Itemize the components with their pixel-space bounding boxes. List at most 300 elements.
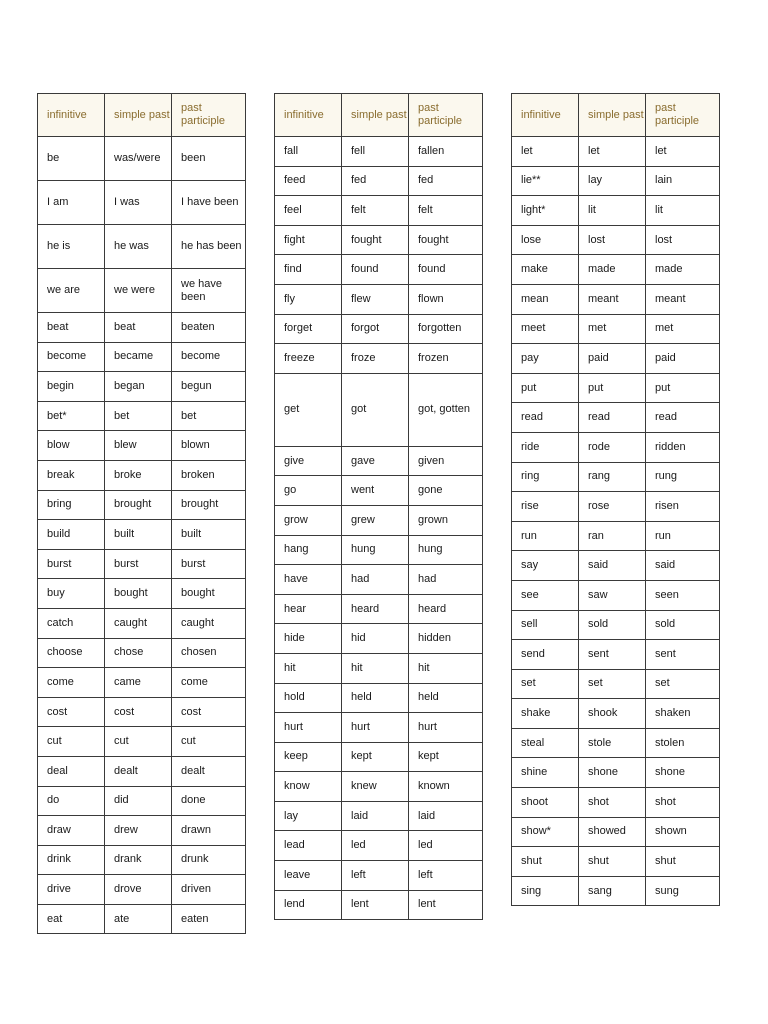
infinitive-cell: make xyxy=(512,255,579,285)
table-row xyxy=(275,196,483,226)
past-participle-cell: frozen xyxy=(409,344,483,374)
table-row xyxy=(275,742,483,772)
past-participle-cell: hit xyxy=(409,653,483,683)
past-participle-cell: dealt xyxy=(172,756,246,786)
simple-past-cell: showed xyxy=(579,817,646,847)
table-row xyxy=(512,137,720,167)
past-participle-cell: begun xyxy=(172,372,246,402)
table-row xyxy=(38,269,246,313)
infinitive-cell: feed xyxy=(275,166,342,196)
simple-past-cell: kept xyxy=(342,742,409,772)
verb-table-2 xyxy=(274,93,483,920)
past-participle-cell: fallen xyxy=(409,137,483,167)
simple-past-cell: bet xyxy=(105,401,172,431)
past-participle-cell: lent xyxy=(409,890,483,920)
table-row xyxy=(38,756,246,786)
infinitive-cell: keep xyxy=(275,742,342,772)
past-participle-cell: lit xyxy=(646,196,720,226)
past-participle-cell: paid xyxy=(646,344,720,374)
infinitive-cell: set xyxy=(512,669,579,699)
past-participle-cell: hung xyxy=(409,535,483,565)
past-participle-cell: done xyxy=(172,786,246,816)
table-row xyxy=(512,225,720,255)
table-row xyxy=(38,579,246,609)
table-row xyxy=(38,181,246,225)
infinitive-cell: leave xyxy=(275,861,342,891)
past-participle-cell: shown xyxy=(646,817,720,847)
past-participle-cell: shone xyxy=(646,758,720,788)
table-row xyxy=(38,697,246,727)
header-row xyxy=(512,94,720,137)
past-participle-cell: kept xyxy=(409,742,483,772)
simple-past-cell: rang xyxy=(579,462,646,492)
past-participle-cell: been xyxy=(172,137,246,181)
past-participle-cell: lost xyxy=(646,225,720,255)
simple-past-cell: lost xyxy=(579,225,646,255)
table-row xyxy=(512,758,720,788)
infinitive-cell: shut xyxy=(512,847,579,877)
simple-past-cell: led xyxy=(342,831,409,861)
infinitive-cell: lend xyxy=(275,890,342,920)
simple-past-cell: rode xyxy=(579,432,646,462)
infinitive-cell: bring xyxy=(38,490,105,520)
past-participle-cell: stolen xyxy=(646,728,720,758)
infinitive-cell: catch xyxy=(38,608,105,638)
past-participle-cell: hurt xyxy=(409,713,483,743)
infinitive-cell: be xyxy=(38,137,105,181)
past-participle-cell: run xyxy=(646,521,720,551)
past-participle-cell: set xyxy=(646,669,720,699)
past-participle-cell: beaten xyxy=(172,313,246,343)
past-participle-cell: let xyxy=(646,137,720,167)
table-row xyxy=(38,431,246,461)
table-row xyxy=(275,137,483,167)
past-participle-cell: drunk xyxy=(172,845,246,875)
past-participle-cell: I have been xyxy=(172,181,246,225)
simple-past-cell: became xyxy=(105,342,172,372)
table-row xyxy=(38,727,246,757)
table-row xyxy=(512,669,720,699)
past-participle-cell: got, gotten xyxy=(409,373,483,446)
simple-past-cell: made xyxy=(579,255,646,285)
simple-past-cell: brought xyxy=(105,490,172,520)
simple-past-cell: drove xyxy=(105,875,172,905)
infinitive-cell: fight xyxy=(275,225,342,255)
simple-past-cell: shot xyxy=(579,788,646,818)
past-participle-cell: bought xyxy=(172,579,246,609)
infinitive-cell: lose xyxy=(512,225,579,255)
infinitive-cell: go xyxy=(275,476,342,506)
past-participle-cell: fought xyxy=(409,225,483,255)
simple-past-cell: lit xyxy=(579,196,646,226)
simple-past-cell: shook xyxy=(579,699,646,729)
infinitive-cell: burst xyxy=(38,549,105,579)
past-participle-cell: said xyxy=(646,551,720,581)
table-row xyxy=(275,594,483,624)
table-row xyxy=(38,460,246,490)
table-row xyxy=(512,432,720,462)
simple-past-cell: shone xyxy=(579,758,646,788)
simple-past-cell: dealt xyxy=(105,756,172,786)
infinitive-cell: sing xyxy=(512,876,579,906)
past-participle-cell: eaten xyxy=(172,904,246,934)
infinitive-cell: shake xyxy=(512,699,579,729)
infinitive-cell: I am xyxy=(38,181,105,225)
infinitive-cell: we are xyxy=(38,269,105,313)
past-participle-cell: found xyxy=(409,255,483,285)
table-row xyxy=(38,372,246,402)
infinitive-cell: send xyxy=(512,640,579,670)
table-row xyxy=(512,492,720,522)
simple-past-cell: cut xyxy=(105,727,172,757)
infinitive-cell: read xyxy=(512,403,579,433)
simple-past-cell: ate xyxy=(105,904,172,934)
infinitive-cell: become xyxy=(38,342,105,372)
past-participle-cell: risen xyxy=(646,492,720,522)
simple-past-cell: found xyxy=(342,255,409,285)
table-row xyxy=(275,344,483,374)
past-participle-cell: drawn xyxy=(172,816,246,846)
past-participle-cell: sent xyxy=(646,640,720,670)
simple-past-cell: sang xyxy=(579,876,646,906)
header-row xyxy=(275,94,483,137)
table-row xyxy=(512,344,720,374)
infinitive-cell: find xyxy=(275,255,342,285)
simple-past-cell: hit xyxy=(342,653,409,683)
past-participle-cell: gone xyxy=(409,476,483,506)
simple-past-cell: had xyxy=(342,565,409,595)
table-row xyxy=(275,683,483,713)
table-row xyxy=(38,401,246,431)
infinitive-cell: hold xyxy=(275,683,342,713)
infinitive-cell: fly xyxy=(275,284,342,314)
table-row xyxy=(38,549,246,579)
infinitive-cell: begin xyxy=(38,372,105,402)
infinitive-cell: choose xyxy=(38,638,105,668)
infinitive-cell: come xyxy=(38,668,105,698)
infinitive-cell: lay xyxy=(275,801,342,831)
simple-past-cell: knew xyxy=(342,772,409,802)
simple-past-cell: built xyxy=(105,520,172,550)
infinitive-cell: shoot xyxy=(512,788,579,818)
infinitive-cell: know xyxy=(275,772,342,802)
infinitive-cell: hit xyxy=(275,653,342,683)
simple-past-cell: drew xyxy=(105,816,172,846)
past-participle-cell: sold xyxy=(646,610,720,640)
simple-past-cell: hid xyxy=(342,624,409,654)
simple-past-cell: rose xyxy=(579,492,646,522)
simple-past-cell: felt xyxy=(342,196,409,226)
infinitive-cell: put xyxy=(512,373,579,403)
past-participle-cell: brought xyxy=(172,490,246,520)
simple-past-cell: ran xyxy=(579,521,646,551)
table-row xyxy=(275,624,483,654)
simple-past-cell: beat xyxy=(105,313,172,343)
past-participle-cell: hidden xyxy=(409,624,483,654)
past-participle-cell: driven xyxy=(172,875,246,905)
infinitive-cell: see xyxy=(512,580,579,610)
simple-past-cell: read xyxy=(579,403,646,433)
table-row xyxy=(38,875,246,905)
table-row xyxy=(38,313,246,343)
infinitive-cell: steal xyxy=(512,728,579,758)
simple-past-cell: gave xyxy=(342,446,409,476)
infinitive-cell: hide xyxy=(275,624,342,654)
infinitive-cell: forget xyxy=(275,314,342,344)
table-row xyxy=(275,535,483,565)
table-row xyxy=(512,373,720,403)
simple-past-cell: we were xyxy=(105,269,172,313)
past-participle-cell: heard xyxy=(409,594,483,624)
simple-past-cell: heard xyxy=(342,594,409,624)
infinitive-cell: mean xyxy=(512,284,579,314)
simple-past-cell: blew xyxy=(105,431,172,461)
past-participle-cell: grown xyxy=(409,505,483,535)
infinitive-cell: blow xyxy=(38,431,105,461)
past-participle-cell: made xyxy=(646,255,720,285)
table-row xyxy=(38,490,246,520)
table-row xyxy=(512,255,720,285)
table-row xyxy=(512,166,720,196)
header-simple-past: simple past xyxy=(105,94,172,137)
table-row xyxy=(512,521,720,551)
simple-past-cell: sold xyxy=(579,610,646,640)
past-participle-cell: bet xyxy=(172,401,246,431)
infinitive-cell: say xyxy=(512,551,579,581)
table-row xyxy=(512,462,720,492)
infinitive-cell: sell xyxy=(512,610,579,640)
infinitive-cell: get xyxy=(275,373,342,446)
past-participle-cell: blown xyxy=(172,431,246,461)
simple-past-cell: went xyxy=(342,476,409,506)
infinitive-cell: drink xyxy=(38,845,105,875)
past-participle-cell: met xyxy=(646,314,720,344)
past-participle-cell: read xyxy=(646,403,720,433)
simple-past-cell: froze xyxy=(342,344,409,374)
header-infinitive: infinitive xyxy=(512,94,579,137)
past-participle-cell: laid xyxy=(409,801,483,831)
table-row xyxy=(38,137,246,181)
infinitive-cell: lead xyxy=(275,831,342,861)
past-participle-cell: become xyxy=(172,342,246,372)
verb-table-3 xyxy=(511,93,720,906)
simple-past-cell: drank xyxy=(105,845,172,875)
simple-past-cell: broke xyxy=(105,460,172,490)
table-row xyxy=(275,446,483,476)
past-participle-cell: we have been xyxy=(172,269,246,313)
table-row xyxy=(275,476,483,506)
table-row xyxy=(512,551,720,581)
past-participle-cell: given xyxy=(409,446,483,476)
past-participle-cell: chosen xyxy=(172,638,246,668)
infinitive-cell: ring xyxy=(512,462,579,492)
table-row xyxy=(512,580,720,610)
simple-past-cell: came xyxy=(105,668,172,698)
simple-past-cell: was/were xyxy=(105,137,172,181)
infinitive-cell: rise xyxy=(512,492,579,522)
infinitive-cell: freeze xyxy=(275,344,342,374)
table-row xyxy=(38,608,246,638)
infinitive-cell: hear xyxy=(275,594,342,624)
past-participle-cell: shaken xyxy=(646,699,720,729)
header-past-participle: past participle xyxy=(646,94,720,137)
past-participle-cell: meant xyxy=(646,284,720,314)
simple-past-cell: fell xyxy=(342,137,409,167)
table-row xyxy=(38,342,246,372)
simple-past-cell: meant xyxy=(579,284,646,314)
simple-past-cell: hurt xyxy=(342,713,409,743)
past-participle-cell: felt xyxy=(409,196,483,226)
infinitive-cell: draw xyxy=(38,816,105,846)
table-row xyxy=(512,699,720,729)
table-row xyxy=(275,772,483,802)
table-row xyxy=(38,845,246,875)
infinitive-cell: hurt xyxy=(275,713,342,743)
past-participle-cell: fed xyxy=(409,166,483,196)
simple-past-cell: lay xyxy=(579,166,646,196)
simple-past-cell: held xyxy=(342,683,409,713)
infinitive-cell: feel xyxy=(275,196,342,226)
table-row xyxy=(275,314,483,344)
simple-past-cell: grew xyxy=(342,505,409,535)
table-row xyxy=(275,255,483,285)
table-row xyxy=(512,728,720,758)
infinitive-cell: build xyxy=(38,520,105,550)
simple-past-cell: got xyxy=(342,373,409,446)
past-participle-cell: shut xyxy=(646,847,720,877)
infinitive-cell: do xyxy=(38,786,105,816)
infinitive-cell: drive xyxy=(38,875,105,905)
past-participle-cell: had xyxy=(409,565,483,595)
infinitive-cell: cut xyxy=(38,727,105,757)
simple-past-cell: sent xyxy=(579,640,646,670)
infinitive-cell: lie** xyxy=(512,166,579,196)
infinitive-cell: pay xyxy=(512,344,579,374)
table-row xyxy=(275,861,483,891)
table-row xyxy=(512,847,720,877)
table-row xyxy=(275,166,483,196)
infinitive-cell: beat xyxy=(38,313,105,343)
past-participle-cell: shot xyxy=(646,788,720,818)
past-participle-cell: left xyxy=(409,861,483,891)
simple-past-cell: shut xyxy=(579,847,646,877)
simple-past-cell: chose xyxy=(105,638,172,668)
simple-past-cell: left xyxy=(342,861,409,891)
table-row xyxy=(38,904,246,934)
header-row xyxy=(38,94,246,137)
past-participle-cell: ridden xyxy=(646,432,720,462)
past-participle-cell: flown xyxy=(409,284,483,314)
table-row xyxy=(275,565,483,595)
simple-past-cell: let xyxy=(579,137,646,167)
simple-past-cell: flew xyxy=(342,284,409,314)
past-participle-cell: put xyxy=(646,373,720,403)
past-participle-cell: lain xyxy=(646,166,720,196)
past-participle-cell: forgotten xyxy=(409,314,483,344)
table-row xyxy=(512,817,720,847)
table-row xyxy=(275,890,483,920)
simple-past-cell: hung xyxy=(342,535,409,565)
infinitive-cell: let xyxy=(512,137,579,167)
past-participle-cell: he has been xyxy=(172,225,246,269)
table-row xyxy=(512,196,720,226)
table-row xyxy=(275,653,483,683)
header-simple-past: simple past xyxy=(579,94,646,137)
past-participle-cell: rung xyxy=(646,462,720,492)
table-row xyxy=(38,520,246,550)
infinitive-cell: break xyxy=(38,460,105,490)
infinitive-cell: light* xyxy=(512,196,579,226)
simple-past-cell: laid xyxy=(342,801,409,831)
past-participle-cell: cost xyxy=(172,697,246,727)
simple-past-cell: forgot xyxy=(342,314,409,344)
simple-past-cell: saw xyxy=(579,580,646,610)
table-row xyxy=(38,816,246,846)
infinitive-cell: show* xyxy=(512,817,579,847)
simple-past-cell: paid xyxy=(579,344,646,374)
past-participle-cell: built xyxy=(172,520,246,550)
infinitive-cell: bet* xyxy=(38,401,105,431)
table-row xyxy=(38,225,246,269)
infinitive-cell: eat xyxy=(38,904,105,934)
infinitive-cell: he is xyxy=(38,225,105,269)
simple-past-cell: caught xyxy=(105,608,172,638)
table-row xyxy=(275,713,483,743)
table-row xyxy=(512,876,720,906)
simple-past-cell: stole xyxy=(579,728,646,758)
simple-past-cell: I was xyxy=(105,181,172,225)
header-past-participle: past participle xyxy=(172,94,246,137)
infinitive-cell: run xyxy=(512,521,579,551)
infinitive-cell: cost xyxy=(38,697,105,727)
table-row xyxy=(275,801,483,831)
simple-past-cell: bought xyxy=(105,579,172,609)
simple-past-cell: put xyxy=(579,373,646,403)
simple-past-cell: began xyxy=(105,372,172,402)
infinitive-cell: give xyxy=(275,446,342,476)
past-participle-cell: caught xyxy=(172,608,246,638)
past-participle-cell: known xyxy=(409,772,483,802)
simple-past-cell: cost xyxy=(105,697,172,727)
table-row xyxy=(38,638,246,668)
infinitive-cell: meet xyxy=(512,314,579,344)
simple-past-cell: lent xyxy=(342,890,409,920)
table-row xyxy=(512,314,720,344)
infinitive-cell: buy xyxy=(38,579,105,609)
table-row xyxy=(512,284,720,314)
table-row xyxy=(275,373,483,446)
header-infinitive: infinitive xyxy=(38,94,105,137)
table-row xyxy=(512,640,720,670)
past-participle-cell: led xyxy=(409,831,483,861)
header-infinitive: infinitive xyxy=(275,94,342,137)
table-row xyxy=(38,786,246,816)
infinitive-cell: grow xyxy=(275,505,342,535)
table-row xyxy=(512,788,720,818)
table-row xyxy=(275,284,483,314)
table-row xyxy=(275,225,483,255)
past-participle-cell: burst xyxy=(172,549,246,579)
simple-past-cell: met xyxy=(579,314,646,344)
infinitive-cell: deal xyxy=(38,756,105,786)
simple-past-cell: fed xyxy=(342,166,409,196)
table-row xyxy=(512,610,720,640)
table-row xyxy=(275,505,483,535)
infinitive-cell: ride xyxy=(512,432,579,462)
simple-past-cell: set xyxy=(579,669,646,699)
past-participle-cell: sung xyxy=(646,876,720,906)
simple-past-cell: did xyxy=(105,786,172,816)
